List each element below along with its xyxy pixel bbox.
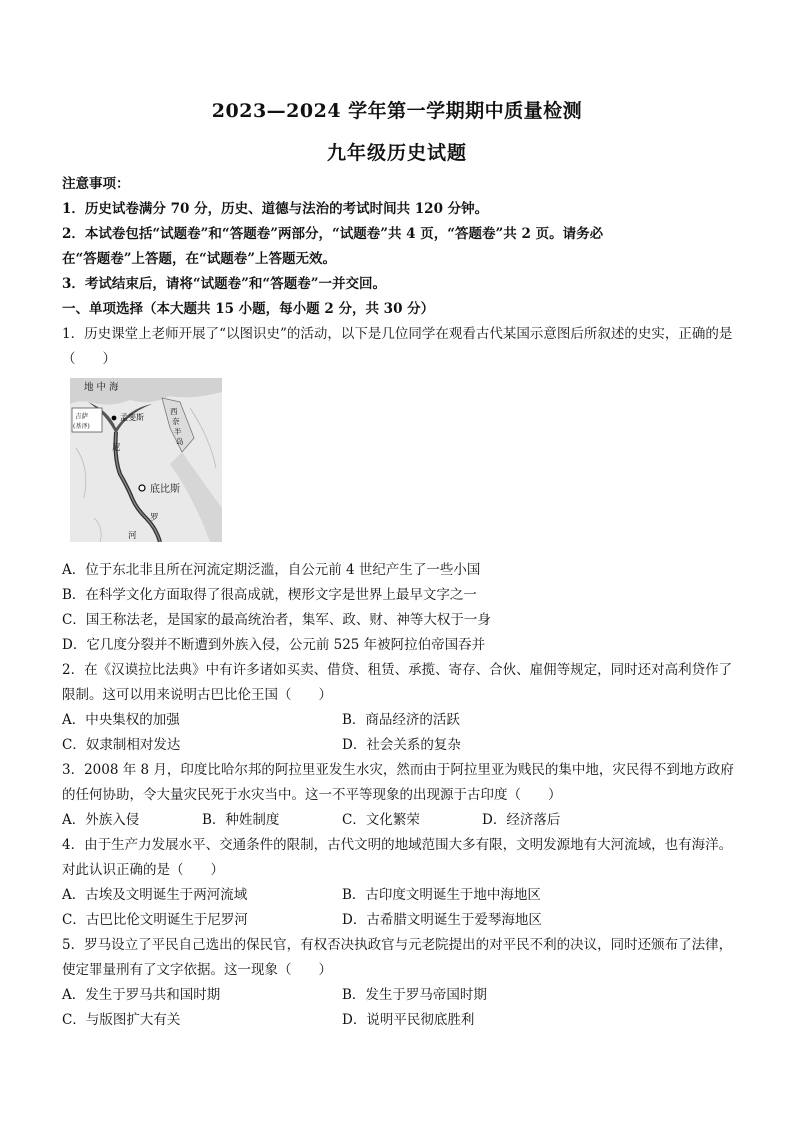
label-giza-2: (基泽): [73, 423, 90, 430]
question-4-options-row-1: [62, 883, 734, 908]
label-sinai-3: 半: [174, 427, 182, 436]
question-4-option-d: D．古希腊文明诞生于爱琴海地区: [342, 912, 542, 928]
label-he: 河: [128, 531, 137, 541]
question-2-option-b: B．商品经济的活跃: [342, 712, 460, 728]
thebes-marker: [139, 485, 145, 491]
label-thebes: 底比斯: [150, 484, 180, 495]
egypt-map-image: [70, 378, 222, 542]
section-heading: 一、单项选择（本大题共 15 小题，每小题 2 分，共 30 分）: [62, 301, 435, 317]
note-item-2-line-1: 2．本试卷包括“试题卷”和“答题卷”两部分，“试题卷”共 4 页，“答题卷”共 2 页。请务必: [62, 226, 604, 242]
question-2-options-row-2: [62, 733, 734, 758]
question-1-option-b: B．在科学文化方面取得了很高成就，楔形文字是世界上最早文字之一: [62, 587, 477, 603]
exam-content: [62, 172, 734, 1033]
label-sinai-4: 岛: [176, 437, 184, 446]
question-2-stem: 2．在《汉谟拉比法典》中有许多诸如买卖、借贷、租赁、承揽、寄存、合伙、雇佣等规定，同时还对高利贷作了限制。这可以用来说明古巴比伦王国（ ）: [62, 662, 733, 703]
question-1-stem: 1．历史课堂上老师开展了“以图识史”的活动，以下是几位同学在观看古代某国示意图后所叙述的史实，正确的是（ ）: [62, 326, 733, 367]
label-sea: 地 中 海: [84, 382, 119, 393]
question-4-option-c: C．古巴比伦文明诞生于尼罗河: [62, 912, 248, 928]
note-item-3: 3．考试结束后，请将“试题卷”和“答题卷”一并交回。: [62, 276, 386, 292]
question-5-options-row-1: [62, 983, 734, 1008]
question-3-option-a: A．外族入侵: [62, 812, 140, 828]
label-sinai-1: 西: [170, 407, 178, 416]
label-ni: 尼: [112, 443, 121, 453]
question-2-options-row-1: [62, 708, 734, 733]
question-3-options-row: [62, 808, 734, 833]
question-1-option-d: D．它几度分裂并不断遭到外族入侵，公元前 525 年被阿拉伯帝国吞并: [62, 637, 486, 653]
question-2-option-a: A．中央集权的加强: [62, 712, 180, 728]
question-4-option-a: A．古埃及文明诞生于两河流域: [62, 887, 248, 903]
question-5-options-row-2: [62, 1008, 734, 1033]
question-4-option-b: B．古印度文明诞生于地中海地区: [342, 887, 541, 903]
question-3-stem: 3．2008 年 8 月，印度比哈尔邦的阿拉里亚发生水灾，然而由于阿拉里亚为贱民的集中地，灾民得不到地方政府的任何协助，令大量灾民死于水灾当中。这一不平等现象的出现源于古印度（ ）: [62, 762, 734, 803]
exam-subtitle: 九年级历史试题: [326, 142, 467, 164]
question-5-option-d: D．说明平民彻底胜利: [342, 1012, 475, 1028]
question-5-option-b: B．发生于罗马帝国时期: [342, 987, 487, 1003]
label-sinai-2: 奈: [172, 417, 180, 426]
memphis-marker: [112, 416, 117, 421]
question-4-stem: 4．由于生产力发展水平、交通条件的限制，古代文明的地域范围大多有限，文明发源地有大河流域，也有海洋。对此认识正确的是（ ）: [62, 837, 733, 878]
question-5-option-a: A．发生于罗马共和国时期: [62, 987, 221, 1003]
question-1-map-container: [62, 372, 734, 558]
note-item-2-line-2: 在“答题卷”上答题，在“试题卷”上答题无效。: [62, 251, 337, 267]
question-3-option-d: D．经济落后: [482, 812, 561, 828]
question-5-option-c: C．与版图扩大有关: [62, 1012, 181, 1028]
question-3-option-b: B．种姓制度: [202, 812, 280, 828]
exam-title: 2023—2024 学年第一学期期中质量检测: [211, 100, 583, 122]
question-1-option-c: C．国王称法老，是国家的最高统治者，集军、政、财、神等大权于一身: [62, 612, 491, 628]
question-2-option-c: C．奴隶制相对发达: [62, 737, 181, 753]
question-1-option-a: A．位于东北非且所在河流定期泛滥，自公元前 4 世纪产生了一些小国: [62, 562, 481, 578]
question-3-option-c: C．文化繁荣: [342, 812, 420, 828]
note-item-1: 1．历史试卷满分 70 分，历史、道德与法治的考试时间共 120 分钟。: [62, 201, 489, 217]
label-giza-1: 吉萨: [75, 412, 88, 420]
label-memphis: 孟斐斯: [120, 413, 144, 422]
label-luo: 罗: [150, 513, 159, 523]
notes-heading: 注意事项：: [62, 176, 130, 192]
question-5-stem: 5．罗马设立了平民自己选出的保民官，有权否决执政官与元老院提出的对平民不利的决议，同时还颁布了法律，使定罪量刑有了文字依据。这一现象（ ）: [62, 937, 733, 978]
question-2-option-d: D．社会关系的复杂: [342, 737, 461, 753]
question-4-options-row-2: [62, 908, 734, 933]
